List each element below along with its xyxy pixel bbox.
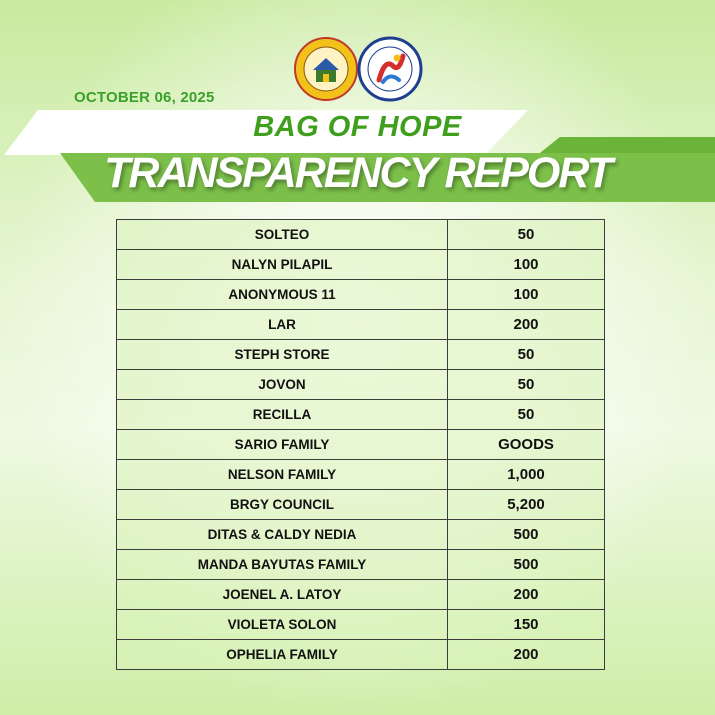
table-row (117, 640, 605, 670)
donation-amount-cell: 100 (448, 250, 605, 280)
donor-name-cell: NALYN PILAPIL (117, 250, 448, 280)
table-row (117, 550, 605, 580)
donor-name-cell: NELSON FAMILY (117, 460, 448, 490)
donor-name-cell: SOLTEO (117, 220, 448, 250)
title-bag-of-hope: BAG OF HOPE (253, 111, 462, 143)
table-row (117, 250, 605, 280)
donation-amount-cell: 200 (448, 310, 605, 340)
donation-amount-cell: 50 (448, 400, 605, 430)
sk-council-logo (357, 36, 423, 102)
table-row (117, 520, 605, 550)
donation-amount-cell: 150 (448, 610, 605, 640)
donation-amount-cell: 1,000 (448, 460, 605, 490)
donation-amount-cell: 50 (448, 370, 605, 400)
donation-amount-cell: GOODS (448, 430, 605, 460)
donor-name-cell: DITAS & CALDY NEDIA (117, 520, 448, 550)
donor-name-cell: SARIO FAMILY (117, 430, 448, 460)
table-row (117, 220, 605, 250)
donation-amount-cell: 500 (448, 520, 605, 550)
donor-name-cell: BRGY COUNCIL (117, 490, 448, 520)
table-row (117, 490, 605, 520)
logos (293, 36, 423, 106)
table-row (117, 280, 605, 310)
donation-amount-cell: 5,200 (448, 490, 605, 520)
donor-name-cell: STEPH STORE (117, 340, 448, 370)
donor-name-cell: JOVON (117, 370, 448, 400)
donation-amount-cell: 100 (448, 280, 605, 310)
table-row (117, 580, 605, 610)
donor-name-cell: ANONYMOUS 11 (117, 280, 448, 310)
table-row (117, 610, 605, 640)
donations-table (116, 219, 605, 670)
report-date: OCTOBER 06, 2025 (74, 89, 215, 106)
donor-name-cell: LAR (117, 310, 448, 340)
table-row (117, 370, 605, 400)
donor-name-cell: VIOLETA SOLON (117, 610, 448, 640)
donation-amount-cell: 50 (448, 340, 605, 370)
table-row (117, 460, 605, 490)
donor-name-cell: RECILLA (117, 400, 448, 430)
table-row (117, 430, 605, 460)
donation-amount-cell: 200 (448, 640, 605, 670)
donation-amount-cell: 200 (448, 580, 605, 610)
donation-amount-cell: 500 (448, 550, 605, 580)
donor-name-cell: MANDA BAYUTAS FAMILY (117, 550, 448, 580)
donor-name-cell: JOENEL A. LATOY (117, 580, 448, 610)
table-row (117, 400, 605, 430)
donations-table-body (117, 220, 605, 670)
barangay-seal-logo (293, 36, 359, 102)
table-row (117, 310, 605, 340)
title-transparency-report: TRANSPARENCY REPORT (104, 149, 611, 197)
table-row (117, 340, 605, 370)
donation-amount-cell: 50 (448, 220, 605, 250)
donor-name-cell: OPHELIA FAMILY (117, 640, 448, 670)
